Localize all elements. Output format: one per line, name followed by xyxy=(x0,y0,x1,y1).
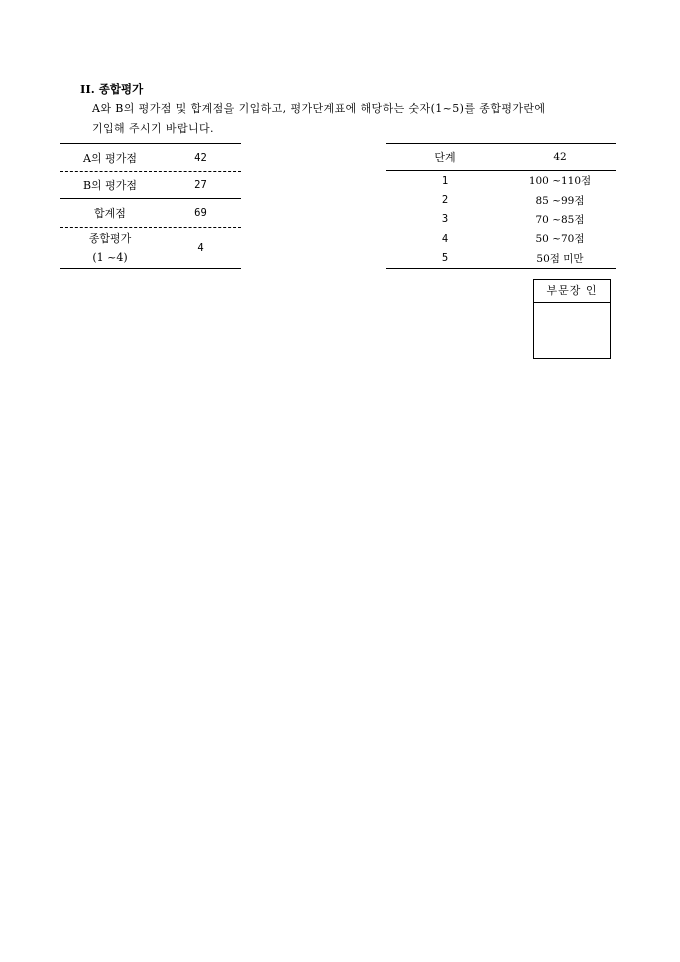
grade-range: 50점 미만 xyxy=(536,252,584,265)
grade-row xyxy=(386,229,616,248)
score-table xyxy=(60,143,241,269)
score-label-line2: (1 ~4) xyxy=(92,251,128,264)
grade-header-range: 42 xyxy=(553,151,567,163)
score-row-overall xyxy=(60,227,241,269)
stamp-label: 부문장 인 xyxy=(534,280,610,303)
grade-table xyxy=(386,143,616,269)
grade-level: 3 xyxy=(441,213,449,226)
grade-level: 5 xyxy=(441,252,449,265)
grade-row xyxy=(386,171,616,190)
grade-range: 100 ~110점 xyxy=(528,175,592,188)
grade-range: 70 ~85점 xyxy=(535,213,585,226)
score-row-a xyxy=(60,143,241,171)
score-row-total xyxy=(60,198,241,227)
grade-row xyxy=(386,210,616,229)
grade-table-header xyxy=(386,144,616,171)
section-title: II. 종합평가 xyxy=(80,82,144,96)
grade-header-level: 단계 xyxy=(434,151,456,164)
instruction-line-1: A와 B의 평가점 및 합계점을 기입하고, 평가단계표에 해당하는 숫자(1~5)를 종합평가란에 xyxy=(92,102,546,115)
instruction-line-2: 기입해 주시기 바랍니다. xyxy=(92,122,214,135)
grade-row xyxy=(386,190,616,209)
grade-range: 50 ~70점 xyxy=(535,233,585,246)
score-value: 27 xyxy=(194,179,207,191)
score-value: 4 xyxy=(197,242,204,254)
grade-level: 1 xyxy=(441,174,449,187)
score-label: 합계점 xyxy=(94,207,126,220)
score-label: A의 평가점 xyxy=(83,151,137,165)
grade-level: 2 xyxy=(441,194,449,207)
score-label xyxy=(60,229,160,267)
score-value: 42 xyxy=(194,151,207,164)
score-value: 69 xyxy=(194,207,207,219)
score-row-b xyxy=(60,171,241,198)
score-label: B의 평가점 xyxy=(82,179,138,192)
approval-stamp-box xyxy=(533,279,611,359)
score-label-line1: 종합평가 xyxy=(88,232,132,245)
grade-level: 4 xyxy=(441,232,449,245)
grade-range: 85 ~99점 xyxy=(535,194,585,207)
grade-row xyxy=(386,249,616,268)
